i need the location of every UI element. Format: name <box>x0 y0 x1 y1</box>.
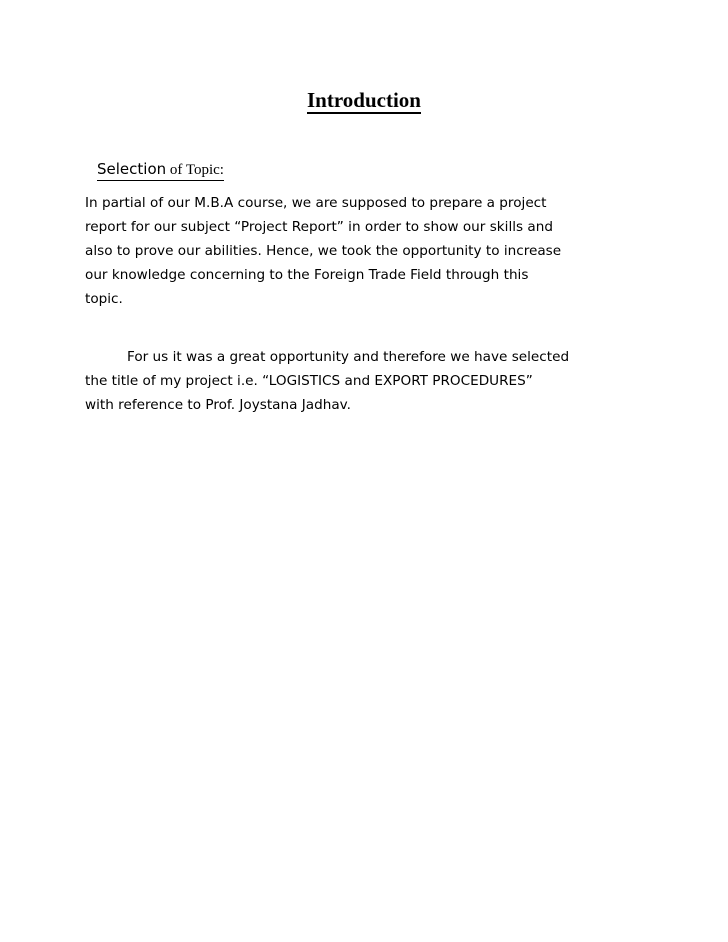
section-heading-part2: of Topic: <box>166 162 224 178</box>
paragraph-1-line: topic. <box>85 291 123 307</box>
page-title <box>0 86 728 114</box>
paragraph-2-line: For us it was a great opportunity and therefore we have selected <box>127 349 570 365</box>
paragraph-1-line: In partial of our M.B.A course, we are supposed to prepare a project <box>85 195 547 211</box>
paragraph-1-line: report for our subject “Project Report” in order to show our skills and <box>85 219 553 235</box>
page-title-text: Introduction <box>307 88 421 112</box>
paragraph-2-line: the title of my project i.e. “LOGISTICS and EXPORT PROCEDURES” <box>85 373 533 389</box>
paragraph-1-line: also to prove our abilities. Hence, we took the opportunity to increase <box>85 243 562 259</box>
paragraph-2-line: with reference to Prof. Joystana Jadhav. <box>85 397 351 413</box>
section-heading-part1: Selection <box>97 160 167 178</box>
paragraph-2-line-first <box>85 345 685 369</box>
paragraph-1-line: our knowledge concerning to the Foreign Trade Field through this <box>85 267 529 283</box>
section-heading <box>97 159 224 181</box>
paragraph-1 <box>85 191 685 311</box>
paragraph-2 <box>85 345 685 417</box>
